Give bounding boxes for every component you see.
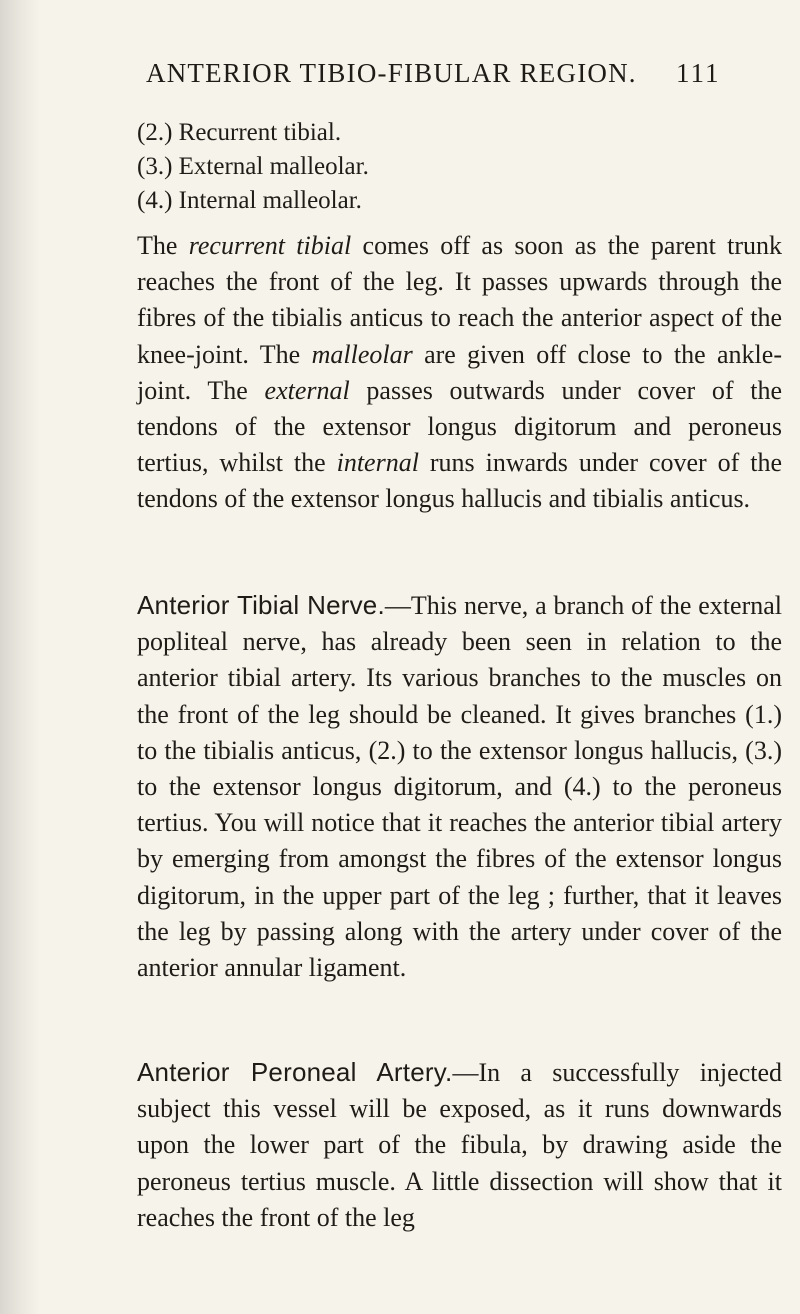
page-edge-shadow	[0, 0, 40, 1314]
text-run: comes off as soon as the parent trunk reaches the front of the leg. It passes upwards through the fibres of the tibialis anticus to reach the anterior aspect of the knee-joint. The	[137, 231, 783, 369]
section-heading-anterior-tibial-nerve: Anterior Tibial Nerve.	[137, 590, 385, 620]
section-heading-anterior-peroneal-artery: Anterior Peroneal Artery.	[137, 1057, 453, 1087]
list-item: (2.) Recurrent tibial.	[137, 119, 342, 146]
text-run: The	[137, 231, 189, 260]
paragraph-anterior-tibial-nerve	[137, 587, 782, 986]
list-item: (3.) External malleolar.	[137, 153, 369, 180]
paragraph-recurrent-tibial	[137, 228, 782, 518]
text-run: are given off close to the ankle-joint. The	[137, 339, 782, 405]
page-number: 111	[676, 58, 721, 88]
italic-term-external: external	[264, 375, 350, 405]
running-header	[146, 58, 746, 89]
italic-term-malleolar: malleolar	[311, 339, 413, 369]
text-run: —This nerve, a branch of the external popliteal nerve, has already been seen in relation to the anterior tibial artery. Its various branches to the muscles on the front of the leg should be cleaned. It gives branches (1.) to the tibialis anticus, (2.) to the extensor longus hallucis, (3.) to the extensor longus digitorum, and (4.) to the peroneus tertius. You will notice that it reaches the anterior tibial artery by emerging from amongst the fibres of the extensor longus digitorum, in the upper part of the leg ; further, that it leaves the leg by passing along with the artery under cover of the anterior annular ligament.	[137, 591, 782, 983]
italic-term-recurrent-tibial: recurrent tibial	[188, 231, 352, 260]
list-item: (4.) Internal malleolar.	[137, 187, 362, 214]
text-run: passes outwards under cover of the tendons of the extensor longus digitorum and peroneus tertius, whilst the	[137, 375, 783, 478]
text-run: runs inwards under cover of the tendons of the extensor longus hallucis and tibialis anticus.	[137, 448, 782, 514]
italic-term-internal: internal	[336, 448, 419, 478]
paragraph-anterior-peroneal-artery	[137, 1054, 782, 1236]
text-run: —In a successfully injected subject this vessel will be exposed, as it runs downwards upon the lower part of the fibula, by drawing aside the peroneus tertius muscle. A little dissection will show that it reaches the front of the leg	[137, 1058, 783, 1232]
artery-branch-list	[137, 116, 369, 218]
running-header-title: ANTERIOR TIBIO-FIBULAR REGION.	[146, 58, 637, 88]
